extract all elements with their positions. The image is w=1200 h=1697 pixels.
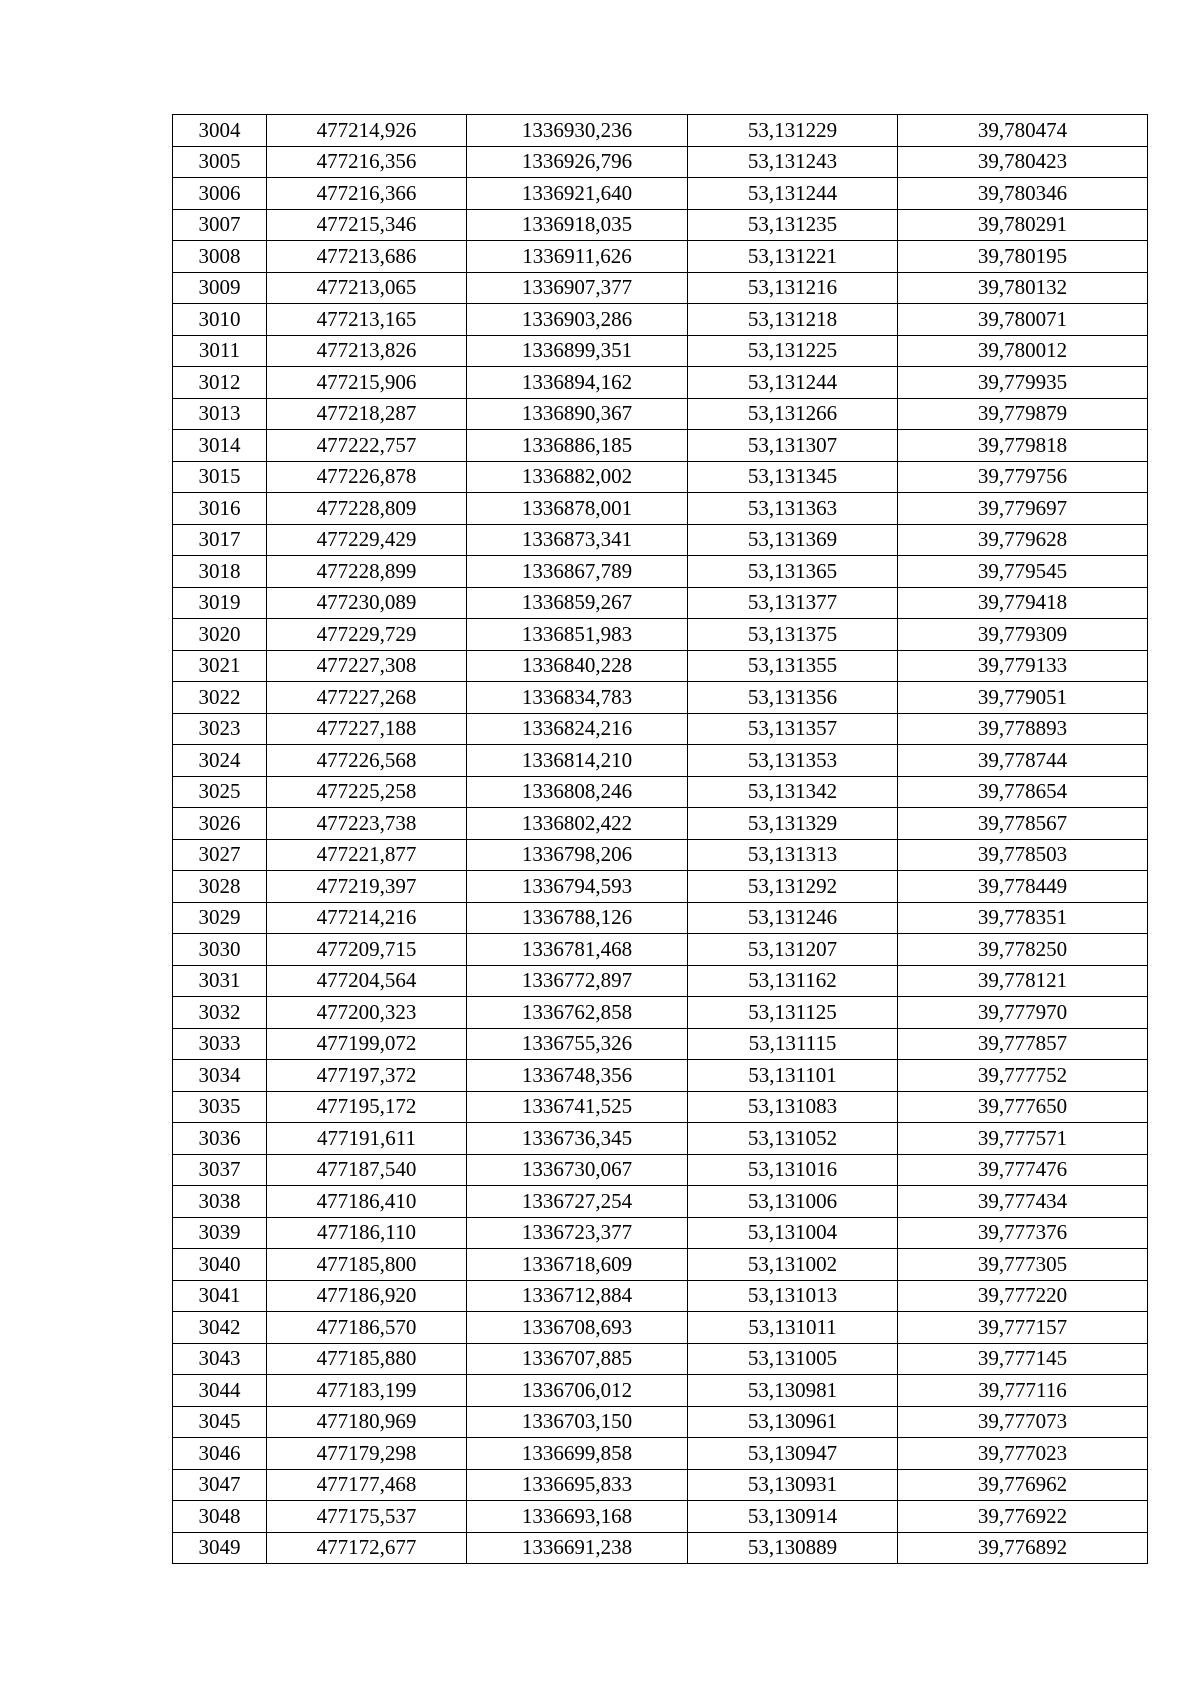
table-row [173,1375,1148,1407]
longitude-cell: 39,777145 [898,1343,1148,1375]
y-coordinate-cell: 1336736,345 [467,1123,688,1155]
point-number-cell: 3023 [173,713,267,745]
y-coordinate-cell: 1336873,341 [467,524,688,556]
point-number-cell: 3018 [173,556,267,588]
point-number-cell: 3048 [173,1501,267,1533]
point-number-cell: 3028 [173,871,267,903]
y-coordinate-cell: 1336886,185 [467,430,688,462]
table-row [173,1217,1148,1249]
x-coordinate-cell: 477172,677 [267,1532,467,1564]
table-row [173,146,1148,178]
table-row [173,1438,1148,1470]
point-number-cell: 3035 [173,1091,267,1123]
latitude-cell: 53,131218 [688,304,898,336]
x-coordinate-cell: 477175,537 [267,1501,467,1533]
table-row [173,619,1148,651]
y-coordinate-cell: 1336695,833 [467,1469,688,1501]
longitude-cell: 39,778503 [898,839,1148,871]
y-coordinate-cell: 1336930,236 [467,115,688,147]
table-row [173,1154,1148,1186]
point-number-cell: 3016 [173,493,267,525]
point-number-cell: 3024 [173,745,267,777]
x-coordinate-cell: 477213,165 [267,304,467,336]
latitude-cell: 53,131342 [688,776,898,808]
x-coordinate-cell: 477209,715 [267,934,467,966]
x-coordinate-cell: 477197,372 [267,1060,467,1092]
latitude-cell: 53,131013 [688,1280,898,1312]
latitude-cell: 53,131115 [688,1028,898,1060]
y-coordinate-cell: 1336708,693 [467,1312,688,1344]
latitude-cell: 53,130931 [688,1469,898,1501]
table-row [173,398,1148,430]
y-coordinate-cell: 1336762,858 [467,997,688,1029]
point-number-cell: 3033 [173,1028,267,1060]
y-coordinate-cell: 1336894,162 [467,367,688,399]
y-coordinate-cell: 1336727,254 [467,1186,688,1218]
longitude-cell: 39,778893 [898,713,1148,745]
x-coordinate-cell: 477218,287 [267,398,467,430]
point-number-cell: 3042 [173,1312,267,1344]
point-number-cell: 3041 [173,1280,267,1312]
longitude-cell: 39,779818 [898,430,1148,462]
x-coordinate-cell: 477229,429 [267,524,467,556]
point-number-cell: 3031 [173,965,267,997]
y-coordinate-cell: 1336693,168 [467,1501,688,1533]
x-coordinate-cell: 477213,065 [267,272,467,304]
table-row [173,713,1148,745]
latitude-cell: 53,130947 [688,1438,898,1470]
table-row [173,650,1148,682]
latitude-cell: 53,131266 [688,398,898,430]
y-coordinate-cell: 1336926,796 [467,146,688,178]
table-row [173,902,1148,934]
longitude-cell: 39,780071 [898,304,1148,336]
table-row [173,493,1148,525]
point-number-cell: 3034 [173,1060,267,1092]
point-number-cell: 3045 [173,1406,267,1438]
y-coordinate-cell: 1336703,150 [467,1406,688,1438]
coordinates-table-body [173,115,1148,1564]
x-coordinate-cell: 477186,410 [267,1186,467,1218]
point-number-cell: 3021 [173,650,267,682]
table-row [173,808,1148,840]
point-number-cell: 3049 [173,1532,267,1564]
table-row [173,776,1148,808]
y-coordinate-cell: 1336834,783 [467,682,688,714]
longitude-cell: 39,780346 [898,178,1148,210]
y-coordinate-cell: 1336899,351 [467,335,688,367]
latitude-cell: 53,131357 [688,713,898,745]
point-number-cell: 3010 [173,304,267,336]
table-row [173,241,1148,273]
y-coordinate-cell: 1336840,228 [467,650,688,682]
longitude-cell: 39,780195 [898,241,1148,273]
table-row [173,1406,1148,1438]
longitude-cell: 39,777434 [898,1186,1148,1218]
x-coordinate-cell: 477226,878 [267,461,467,493]
latitude-cell: 53,130914 [688,1501,898,1533]
y-coordinate-cell: 1336755,326 [467,1028,688,1060]
x-coordinate-cell: 477213,826 [267,335,467,367]
longitude-cell: 39,777571 [898,1123,1148,1155]
longitude-cell: 39,779545 [898,556,1148,588]
longitude-cell: 39,778744 [898,745,1148,777]
x-coordinate-cell: 477200,323 [267,997,467,1029]
longitude-cell: 39,778654 [898,776,1148,808]
x-coordinate-cell: 477183,199 [267,1375,467,1407]
latitude-cell: 53,131307 [688,430,898,462]
y-coordinate-cell: 1336798,206 [467,839,688,871]
point-number-cell: 3044 [173,1375,267,1407]
point-number-cell: 3013 [173,398,267,430]
latitude-cell: 53,131221 [688,241,898,273]
table-row [173,1060,1148,1092]
y-coordinate-cell: 1336788,126 [467,902,688,934]
point-number-cell: 3046 [173,1438,267,1470]
longitude-cell: 39,779133 [898,650,1148,682]
coordinates-table [172,114,1148,1564]
table-row [173,461,1148,493]
point-number-cell: 3040 [173,1249,267,1281]
x-coordinate-cell: 477185,800 [267,1249,467,1281]
longitude-cell: 39,779879 [898,398,1148,430]
latitude-cell: 53,131083 [688,1091,898,1123]
longitude-cell: 39,777376 [898,1217,1148,1249]
x-coordinate-cell: 477213,686 [267,241,467,273]
longitude-cell: 39,779756 [898,461,1148,493]
point-number-cell: 3009 [173,272,267,304]
longitude-cell: 39,777023 [898,1438,1148,1470]
x-coordinate-cell: 477221,877 [267,839,467,871]
longitude-cell: 39,779628 [898,524,1148,556]
x-coordinate-cell: 477225,258 [267,776,467,808]
table-row [173,965,1148,997]
y-coordinate-cell: 1336718,609 [467,1249,688,1281]
table-row [173,1469,1148,1501]
x-coordinate-cell: 477185,880 [267,1343,467,1375]
table-row [173,335,1148,367]
y-coordinate-cell: 1336802,422 [467,808,688,840]
latitude-cell: 53,131329 [688,808,898,840]
latitude-cell: 53,131216 [688,272,898,304]
x-coordinate-cell: 477199,072 [267,1028,467,1060]
point-number-cell: 3036 [173,1123,267,1155]
table-row [173,839,1148,871]
longitude-cell: 39,778449 [898,871,1148,903]
table-row [173,997,1148,1029]
point-number-cell: 3026 [173,808,267,840]
latitude-cell: 53,131363 [688,493,898,525]
x-coordinate-cell: 477204,564 [267,965,467,997]
y-coordinate-cell: 1336723,377 [467,1217,688,1249]
latitude-cell: 53,131243 [688,146,898,178]
table-row [173,524,1148,556]
table-row [173,1343,1148,1375]
latitude-cell: 53,131207 [688,934,898,966]
point-number-cell: 3017 [173,524,267,556]
y-coordinate-cell: 1336699,858 [467,1438,688,1470]
longitude-cell: 39,780132 [898,272,1148,304]
longitude-cell: 39,777752 [898,1060,1148,1092]
point-number-cell: 3037 [173,1154,267,1186]
x-coordinate-cell: 477179,298 [267,1438,467,1470]
y-coordinate-cell: 1336712,884 [467,1280,688,1312]
latitude-cell: 53,130961 [688,1406,898,1438]
table-row [173,556,1148,588]
x-coordinate-cell: 477215,906 [267,367,467,399]
point-number-cell: 3022 [173,682,267,714]
latitude-cell: 53,131005 [688,1343,898,1375]
y-coordinate-cell: 1336911,626 [467,241,688,273]
x-coordinate-cell: 477228,899 [267,556,467,588]
longitude-cell: 39,778121 [898,965,1148,997]
longitude-cell: 39,776962 [898,1469,1148,1501]
y-coordinate-cell: 1336772,897 [467,965,688,997]
longitude-cell: 39,777220 [898,1280,1148,1312]
x-coordinate-cell: 477191,611 [267,1123,467,1155]
y-coordinate-cell: 1336781,468 [467,934,688,966]
latitude-cell: 53,131229 [688,115,898,147]
y-coordinate-cell: 1336890,367 [467,398,688,430]
table-row [173,115,1148,147]
latitude-cell: 53,131369 [688,524,898,556]
table-row [173,1186,1148,1218]
latitude-cell: 53,131052 [688,1123,898,1155]
x-coordinate-cell: 477186,110 [267,1217,467,1249]
table-row [173,1123,1148,1155]
y-coordinate-cell: 1336921,640 [467,178,688,210]
latitude-cell: 53,130889 [688,1532,898,1564]
longitude-cell: 39,779697 [898,493,1148,525]
point-number-cell: 3039 [173,1217,267,1249]
point-number-cell: 3012 [173,367,267,399]
latitude-cell: 53,131125 [688,997,898,1029]
latitude-cell: 53,131375 [688,619,898,651]
x-coordinate-cell: 477195,172 [267,1091,467,1123]
y-coordinate-cell: 1336741,525 [467,1091,688,1123]
latitude-cell: 53,131355 [688,650,898,682]
x-coordinate-cell: 477227,308 [267,650,467,682]
x-coordinate-cell: 477223,738 [267,808,467,840]
latitude-cell: 53,131225 [688,335,898,367]
x-coordinate-cell: 477216,366 [267,178,467,210]
point-number-cell: 3019 [173,587,267,619]
point-number-cell: 3029 [173,902,267,934]
x-coordinate-cell: 477216,356 [267,146,467,178]
x-coordinate-cell: 477214,216 [267,902,467,934]
latitude-cell: 53,131004 [688,1217,898,1249]
latitude-cell: 53,131313 [688,839,898,871]
point-number-cell: 3007 [173,209,267,241]
latitude-cell: 53,130981 [688,1375,898,1407]
longitude-cell: 39,777116 [898,1375,1148,1407]
point-number-cell: 3005 [173,146,267,178]
table-row [173,209,1148,241]
x-coordinate-cell: 477186,570 [267,1312,467,1344]
y-coordinate-cell: 1336706,012 [467,1375,688,1407]
point-number-cell: 3006 [173,178,267,210]
y-coordinate-cell: 1336903,286 [467,304,688,336]
latitude-cell: 53,131356 [688,682,898,714]
y-coordinate-cell: 1336730,067 [467,1154,688,1186]
latitude-cell: 53,131162 [688,965,898,997]
point-number-cell: 3020 [173,619,267,651]
point-number-cell: 3011 [173,335,267,367]
y-coordinate-cell: 1336859,267 [467,587,688,619]
y-coordinate-cell: 1336867,789 [467,556,688,588]
table-row [173,1312,1148,1344]
table-row [173,1091,1148,1123]
y-coordinate-cell: 1336748,356 [467,1060,688,1092]
table-row [173,1249,1148,1281]
longitude-cell: 39,777476 [898,1154,1148,1186]
longitude-cell: 39,777970 [898,997,1148,1029]
latitude-cell: 53,131244 [688,367,898,399]
table-row [173,272,1148,304]
longitude-cell: 39,777305 [898,1249,1148,1281]
table-row [173,1501,1148,1533]
point-number-cell: 3008 [173,241,267,273]
x-coordinate-cell: 477187,540 [267,1154,467,1186]
x-coordinate-cell: 477214,926 [267,115,467,147]
x-coordinate-cell: 477222,757 [267,430,467,462]
latitude-cell: 53,131353 [688,745,898,777]
y-coordinate-cell: 1336907,377 [467,272,688,304]
y-coordinate-cell: 1336691,238 [467,1532,688,1564]
y-coordinate-cell: 1336814,210 [467,745,688,777]
latitude-cell: 53,131235 [688,209,898,241]
longitude-cell: 39,779418 [898,587,1148,619]
x-coordinate-cell: 477229,729 [267,619,467,651]
point-number-cell: 3043 [173,1343,267,1375]
latitude-cell: 53,131011 [688,1312,898,1344]
latitude-cell: 53,131244 [688,178,898,210]
y-coordinate-cell: 1336824,216 [467,713,688,745]
point-number-cell: 3004 [173,115,267,147]
latitude-cell: 53,131246 [688,902,898,934]
table-row [173,871,1148,903]
latitude-cell: 53,131292 [688,871,898,903]
x-coordinate-cell: 477219,397 [267,871,467,903]
x-coordinate-cell: 477215,346 [267,209,467,241]
table-row [173,367,1148,399]
latitude-cell: 53,131006 [688,1186,898,1218]
y-coordinate-cell: 1336882,002 [467,461,688,493]
y-coordinate-cell: 1336878,001 [467,493,688,525]
longitude-cell: 39,777650 [898,1091,1148,1123]
longitude-cell: 39,778250 [898,934,1148,966]
latitude-cell: 53,131365 [688,556,898,588]
x-coordinate-cell: 477226,568 [267,745,467,777]
longitude-cell: 39,779051 [898,682,1148,714]
longitude-cell: 39,777857 [898,1028,1148,1060]
table-row [173,934,1148,966]
longitude-cell: 39,780012 [898,335,1148,367]
table-row [173,430,1148,462]
table-row [173,178,1148,210]
y-coordinate-cell: 1336808,246 [467,776,688,808]
latitude-cell: 53,131377 [688,587,898,619]
latitude-cell: 53,131016 [688,1154,898,1186]
latitude-cell: 53,131345 [688,461,898,493]
x-coordinate-cell: 477230,089 [267,587,467,619]
x-coordinate-cell: 477186,920 [267,1280,467,1312]
table-row [173,682,1148,714]
longitude-cell: 39,780423 [898,146,1148,178]
latitude-cell: 53,131002 [688,1249,898,1281]
y-coordinate-cell: 1336707,885 [467,1343,688,1375]
longitude-cell: 39,777073 [898,1406,1148,1438]
x-coordinate-cell: 477227,188 [267,713,467,745]
longitude-cell: 39,776922 [898,1501,1148,1533]
longitude-cell: 39,778567 [898,808,1148,840]
table-row [173,1028,1148,1060]
x-coordinate-cell: 477180,969 [267,1406,467,1438]
point-number-cell: 3038 [173,1186,267,1218]
table-row [173,1280,1148,1312]
point-number-cell: 3015 [173,461,267,493]
table-row [173,1532,1148,1564]
point-number-cell: 3014 [173,430,267,462]
y-coordinate-cell: 1336851,983 [467,619,688,651]
longitude-cell: 39,777157 [898,1312,1148,1344]
longitude-cell: 39,779309 [898,619,1148,651]
y-coordinate-cell: 1336794,593 [467,871,688,903]
table-row [173,587,1148,619]
longitude-cell: 39,779935 [898,367,1148,399]
longitude-cell: 39,780474 [898,115,1148,147]
point-number-cell: 3030 [173,934,267,966]
x-coordinate-cell: 477228,809 [267,493,467,525]
table-row [173,304,1148,336]
point-number-cell: 3047 [173,1469,267,1501]
longitude-cell: 39,780291 [898,209,1148,241]
longitude-cell: 39,776892 [898,1532,1148,1564]
x-coordinate-cell: 477177,468 [267,1469,467,1501]
latitude-cell: 53,131101 [688,1060,898,1092]
point-number-cell: 3027 [173,839,267,871]
y-coordinate-cell: 1336918,035 [467,209,688,241]
x-coordinate-cell: 477227,268 [267,682,467,714]
point-number-cell: 3032 [173,997,267,1029]
longitude-cell: 39,778351 [898,902,1148,934]
table-row [173,745,1148,777]
point-number-cell: 3025 [173,776,267,808]
